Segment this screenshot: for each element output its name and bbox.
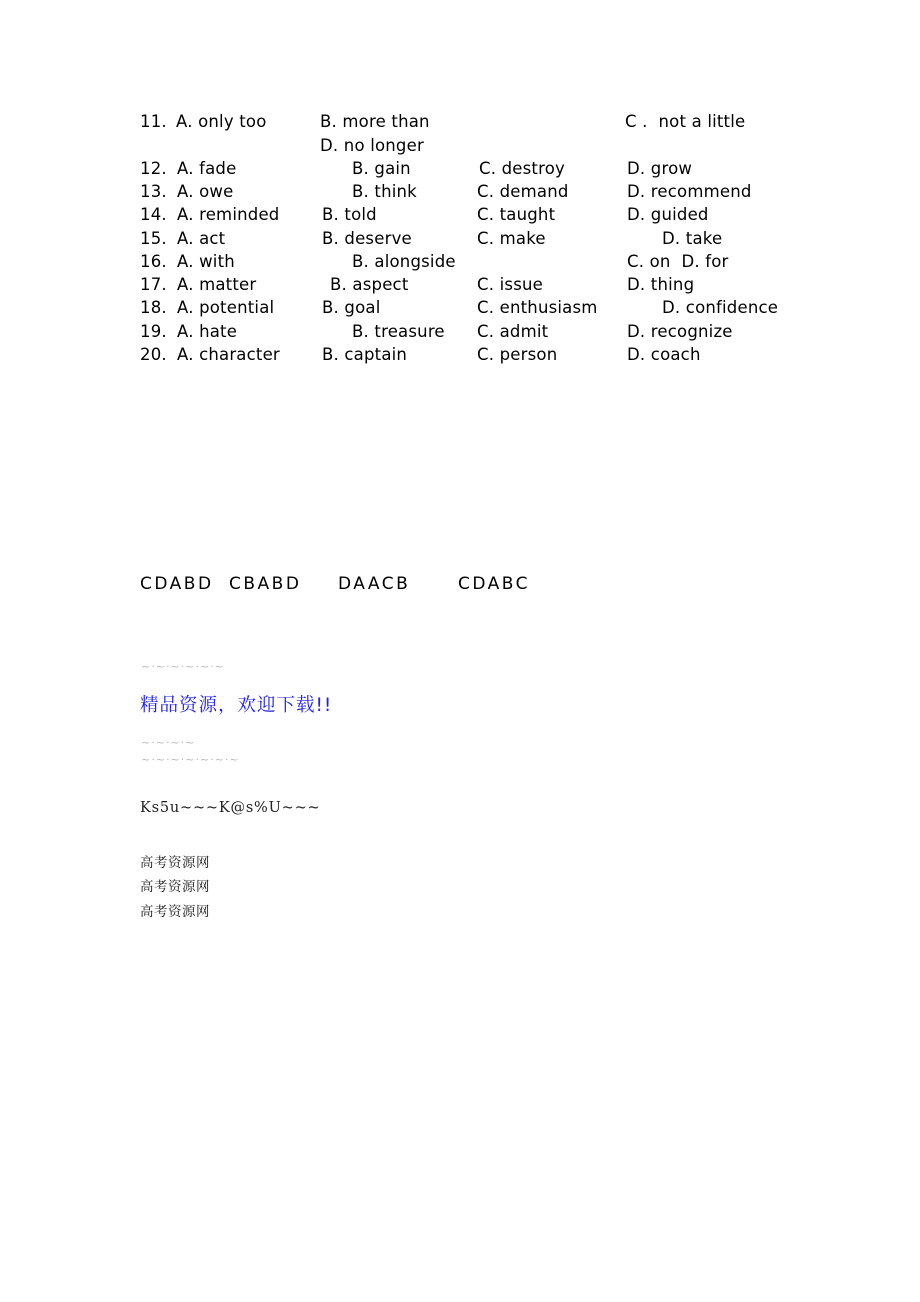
option-d: D. grow <box>627 159 693 178</box>
option-a: A. hate <box>177 322 238 341</box>
question-row-20 <box>0 345 920 369</box>
option-c-d: C. on D. for <box>627 252 729 271</box>
option-a: A. act <box>177 229 226 248</box>
site-name-line-2: 高考资源网 <box>140 879 210 895</box>
option-d: D. recommend <box>627 182 752 201</box>
question-row-19 <box>0 322 920 346</box>
option-a: A. owe <box>177 182 234 201</box>
question-row-17 <box>0 275 920 299</box>
question-row-18 <box>0 298 920 322</box>
option-b: B. treasure <box>352 322 445 341</box>
question-number: 14. <box>140 205 167 224</box>
answer-group-4: CDABC <box>458 574 531 594</box>
option-b: B. deserve <box>322 229 412 248</box>
option-a: A. with <box>177 252 235 271</box>
option-c: C. person <box>477 345 558 364</box>
question-row-14 <box>0 205 920 229</box>
answer-group-2: CBABD <box>229 574 302 594</box>
option-c: C. destroy <box>479 159 565 178</box>
option-b: B. aspect <box>330 275 409 294</box>
option-b: B. captain <box>322 345 408 364</box>
option-a: A. reminded <box>177 205 280 224</box>
question-number: 17. <box>140 275 167 294</box>
answer-group-1: CDABD <box>140 574 214 594</box>
option-d: D. confidence <box>662 298 779 317</box>
option-b: B. alongside <box>352 252 456 271</box>
question-number: 12. <box>140 159 167 178</box>
download-notice-text: 精品资源，欢迎下载!! <box>140 695 333 716</box>
option-b: B. gain <box>352 159 411 178</box>
option-d: D. recognize <box>627 322 733 341</box>
faint-watermark-2: ~·~·~·~ <box>141 736 196 749</box>
option-a: A. character <box>177 345 280 364</box>
option-d: D. no longer <box>320 136 424 155</box>
question-number: 11. <box>140 112 167 131</box>
faint-watermark-3: ~·~·~·~·~·~·~ <box>141 753 240 766</box>
option-c: C . not a little <box>625 112 746 131</box>
question-row-15 <box>0 229 920 253</box>
option-b: B. think <box>352 182 417 201</box>
option-c: C. enthusiasm <box>477 298 598 317</box>
question-number: 13. <box>140 182 167 201</box>
question-row-11-cont <box>0 136 920 160</box>
option-b: B. told <box>322 205 377 224</box>
question-row-13 <box>0 182 920 206</box>
option-c: C. issue <box>477 275 543 294</box>
option-c: C. make <box>477 229 546 248</box>
option-b: B. more than <box>320 112 430 131</box>
site-name-line-3: 高考资源网 <box>140 904 210 920</box>
question-number: 16. <box>140 252 167 271</box>
option-c: C. admit <box>477 322 549 341</box>
question-number: 20. <box>140 345 167 364</box>
question-row-12 <box>0 159 920 183</box>
option-d: D. guided <box>627 205 709 224</box>
question-number: 18. <box>140 298 167 317</box>
option-c: C. taught <box>477 205 556 224</box>
option-a: A. matter <box>177 275 257 294</box>
question-number: 19. <box>140 322 167 341</box>
site-name-line-1: 高考资源网 <box>140 855 210 871</box>
question-row-11 <box>0 112 920 136</box>
ks5u-watermark: Ks5u~~~K@s%U~~~ <box>140 800 321 816</box>
option-a: A. potential <box>177 298 275 317</box>
faint-watermark-1: ~·~·~·~·~·~ <box>141 660 225 673</box>
answer-group-3: DAACB <box>338 574 411 594</box>
option-d: D. coach <box>627 345 701 364</box>
option-a: A. only too <box>176 112 267 131</box>
answer-key-row <box>0 574 920 598</box>
option-d: D. take <box>662 229 723 248</box>
question-row-16 <box>0 252 920 276</box>
option-d: D. thing <box>627 275 695 294</box>
option-c: C. demand <box>477 182 569 201</box>
question-number: 15. <box>140 229 167 248</box>
option-b: B. goal <box>322 298 381 317</box>
option-a: A. fade <box>177 159 237 178</box>
